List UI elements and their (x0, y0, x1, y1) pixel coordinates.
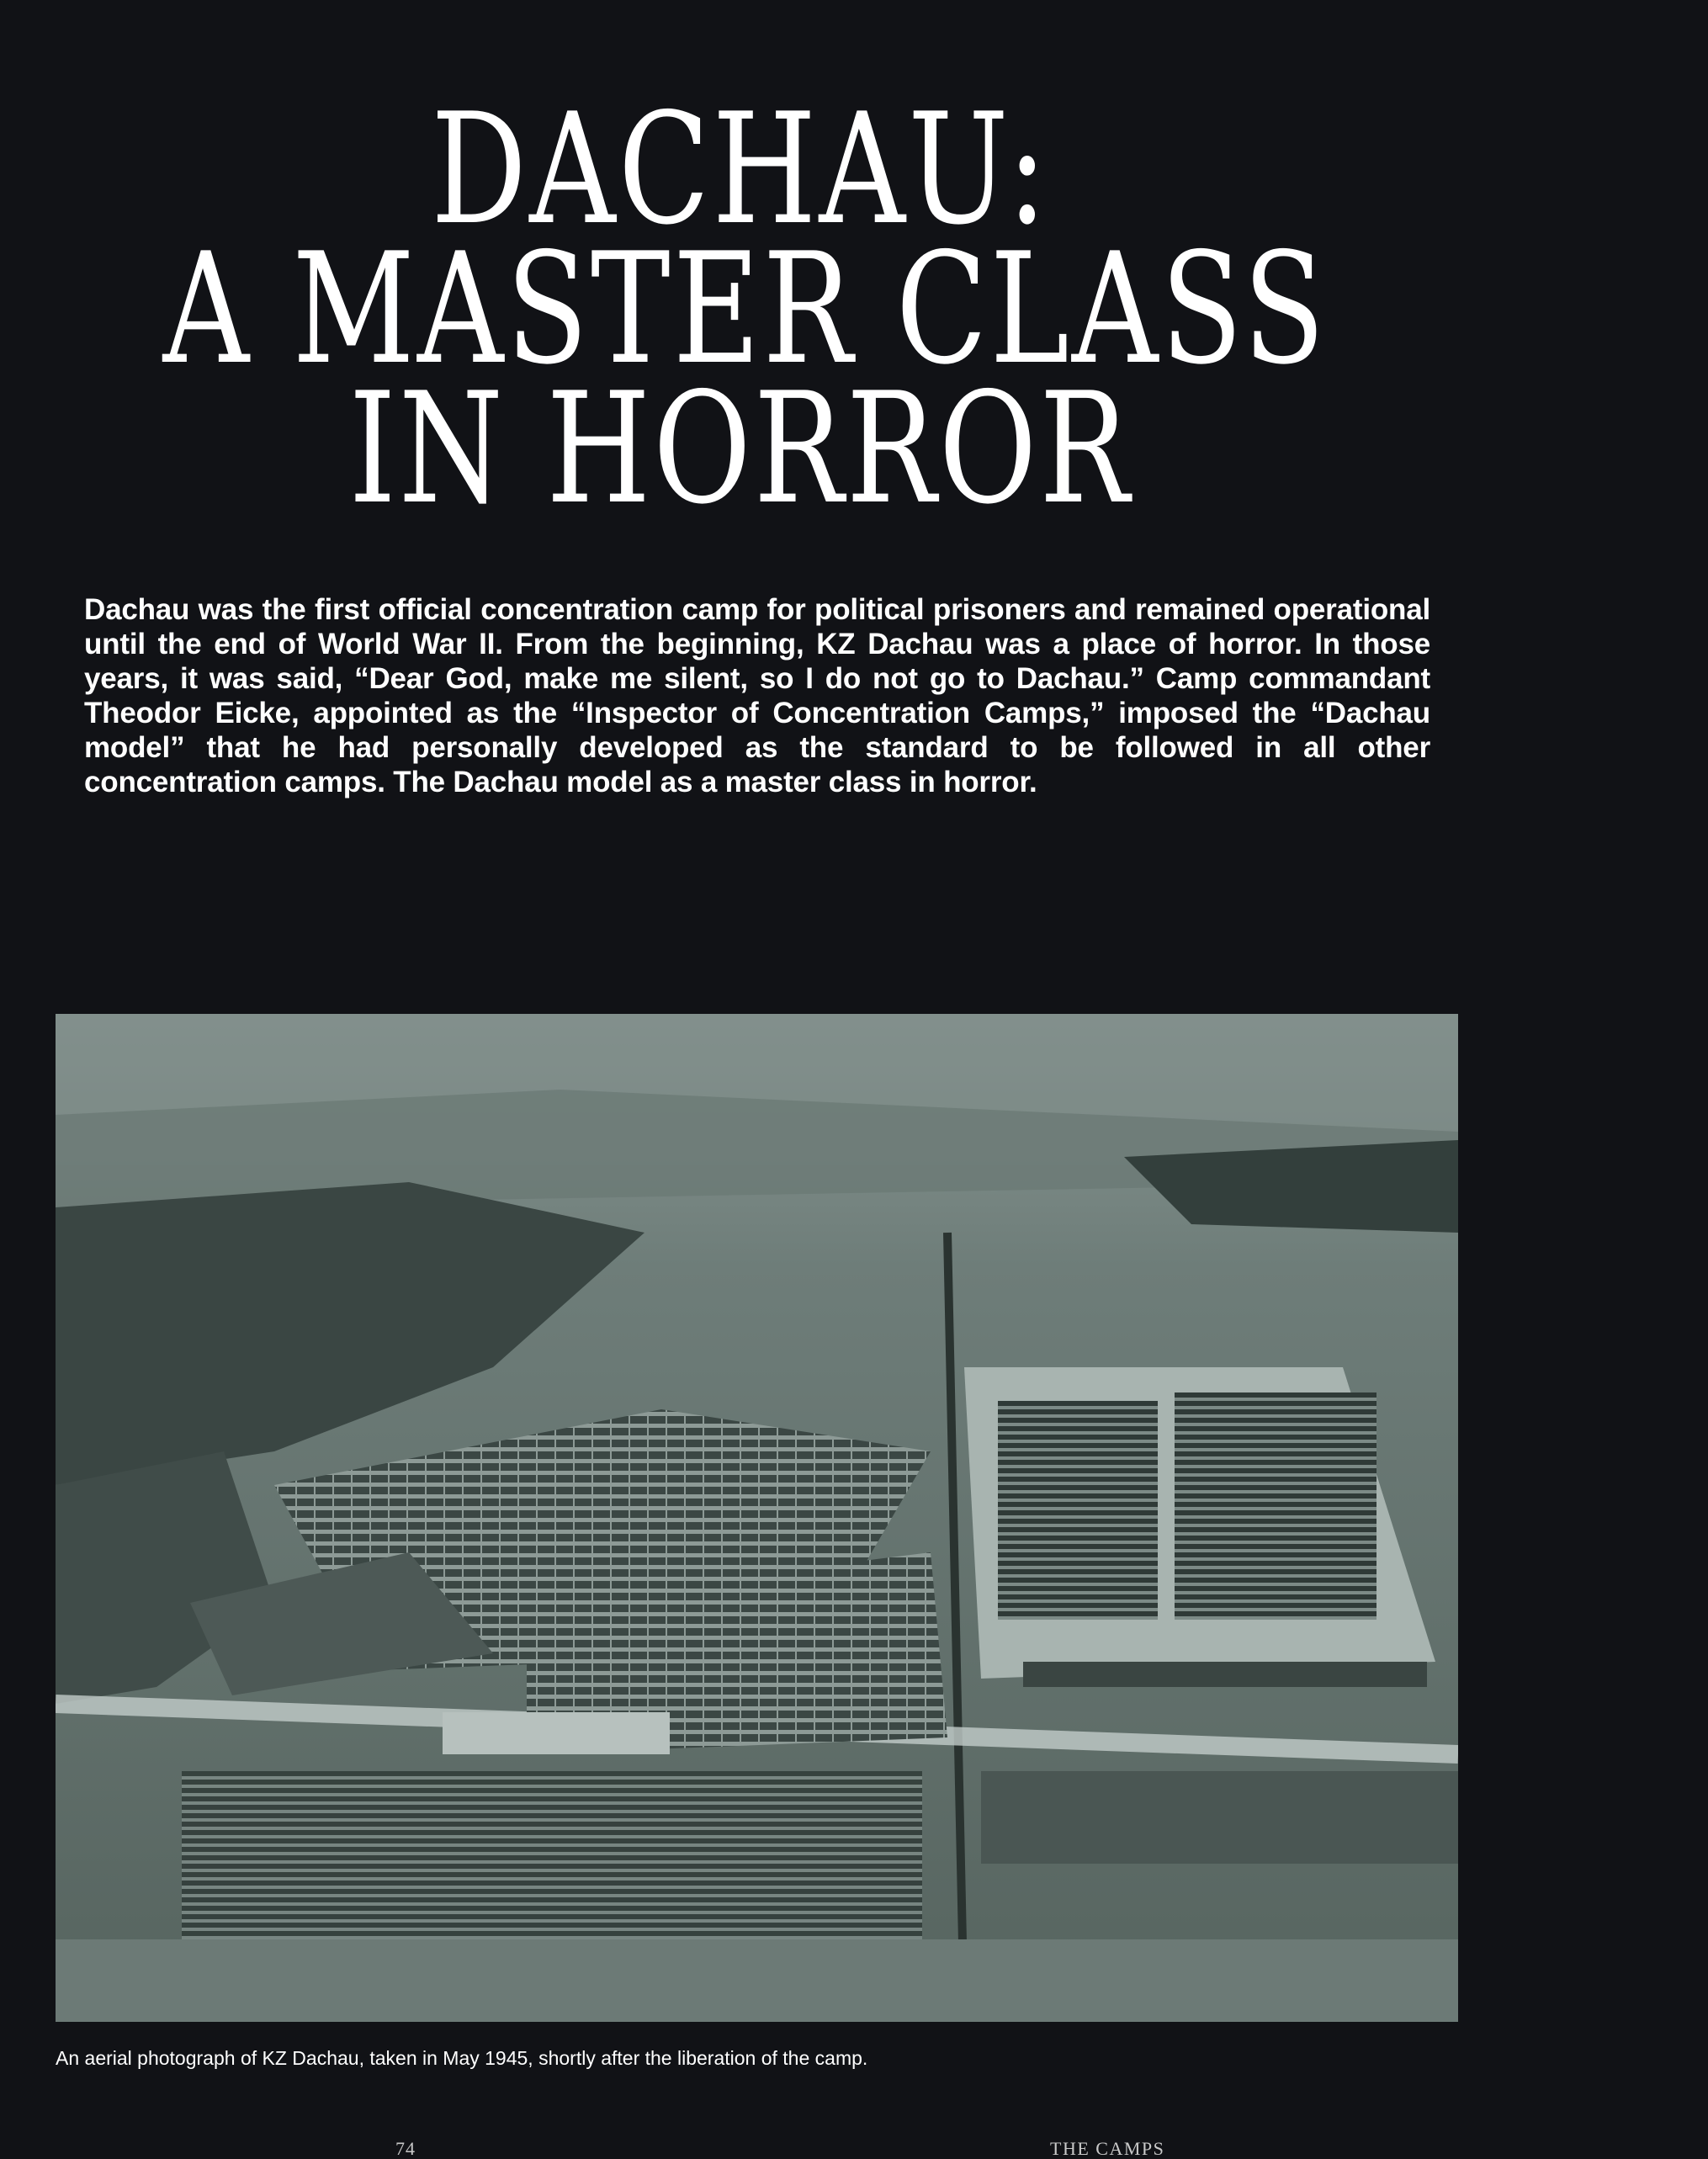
page-number: 74 (395, 2138, 416, 2159)
photo-caption: An aerial photograph of KZ Dachau, taken in May 1945, shortly after the liberation of the camp. (56, 2047, 868, 2069)
headline-line-3: IN HORROR (348, 359, 1132, 538)
headline-line-1: DACHAU: (431, 80, 1050, 258)
aerial-photograph (56, 1014, 1458, 2022)
intro-paragraph: Dachau was the first official concentration camp for political prisoners and remained operational until the end of World War II. From the beginning, KZ Dachau was a place of horror. In those years, it was said, “Dear God, make me silent, so I do not go to Dachau.” Camp commandant Theodor Eicke, appointed as the “Inspector of Concentration Camps,” imposed the “Dachau model” that he had personally developed as the standard to be followed in all other concentration camps. The Dachau model as a master class in horror. (84, 593, 1430, 798)
aerial-photo-image (56, 1014, 1458, 2022)
headline-line-2: A MASTER CLASS (162, 220, 1328, 398)
section-title: THE CAMPS (1050, 2138, 1165, 2159)
headline (0, 80, 1481, 538)
